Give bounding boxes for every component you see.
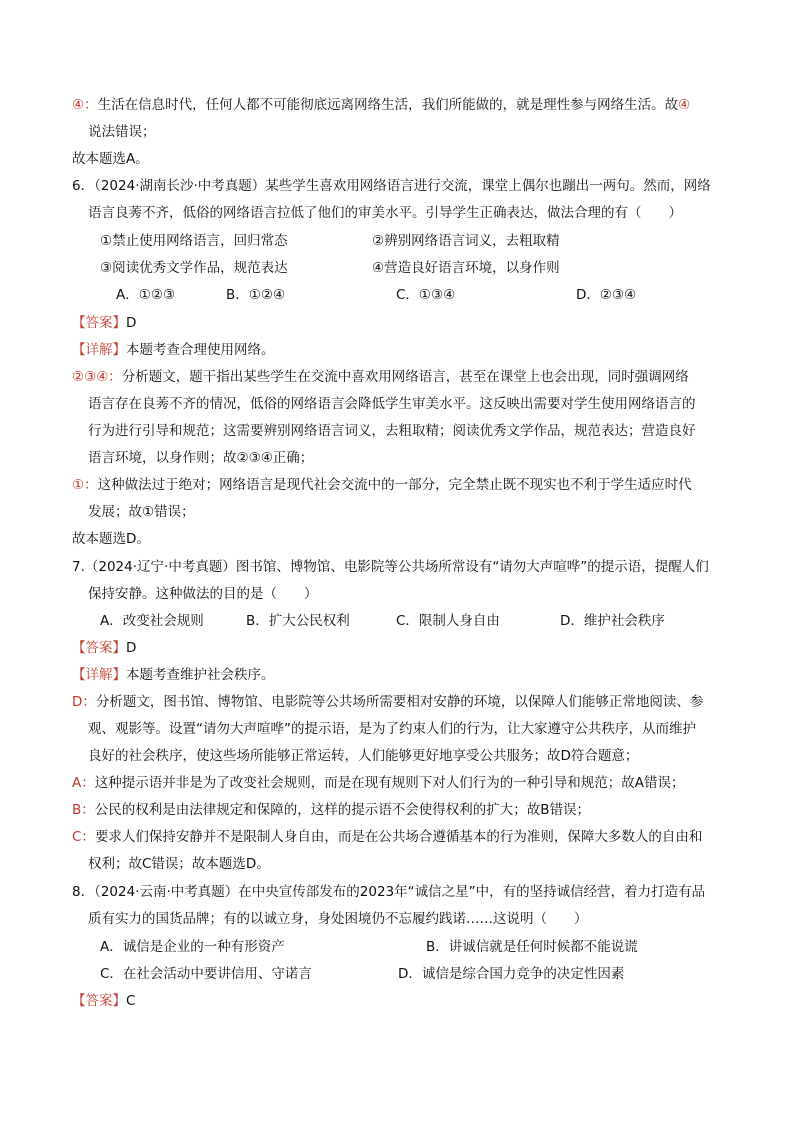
answer-value: D — [126, 640, 137, 656]
q6-item-4: ④营造良好语言环境，以身作则 — [372, 260, 560, 276]
explanation-text: 公民的权利是由法律规定和保障的，这样的提示语不会使得权利的扩大；故B错误； — [94, 802, 591, 818]
q6-item-1: ①禁止使用网络语言，回归常态 — [100, 233, 288, 249]
q6-option-b: B．①②④ — [226, 287, 286, 303]
q7-option-b: B．扩大公民权利 — [246, 613, 350, 629]
q7-detail — [72, 665, 275, 685]
option-marker: ④： — [72, 97, 98, 113]
answer-tag: 【答案】 — [72, 640, 126, 656]
question-7-stem: 7.（2024·辽宁·中考真题）图书馆、博物馆、电影院等公共场所常设有“请勿大声喧哗”的提示语，提醒人们 — [72, 559, 709, 575]
option-marker: A： — [72, 775, 95, 791]
answer-tag: 【答案】 — [72, 993, 126, 1009]
q7-answer — [72, 638, 136, 658]
q6-option-d: D．②③④ — [576, 287, 637, 303]
q8-answer — [72, 991, 135, 1011]
question-8-stem-cont: 质有实力的国货品牌；有的以诚立身，身处困境仍不忘履约践诺……这说明（ ） — [88, 911, 588, 927]
q6-detail — [72, 340, 275, 360]
option-marker: C： — [72, 829, 95, 845]
explanation-text: 良好的社会秩序，使这些场所能够正常运转，人们能够更好地享受公共服务；故D符合题意； — [88, 748, 639, 764]
q6-item-2: ②辨别网络语言词义，去粗取精 — [372, 233, 560, 249]
detail-tag: 【详解】 — [72, 342, 126, 358]
q7-explanation-a — [72, 773, 684, 793]
q6-option-a: A．①②③ — [116, 287, 176, 303]
q7-option-a: A．改变社会规则 — [100, 613, 204, 629]
explanation-text: 说法错误； — [88, 124, 156, 140]
q7-option-c: C．限制人身自由 — [396, 613, 500, 629]
q6-explanation — [72, 475, 692, 495]
explanation-text: 分析题文，图书馆、博物馆、电影院等公共场所需要相对安静的环境，以保障人们能够正常地阅读、参 — [95, 694, 704, 710]
question-6-stem-cont: 语言良莠不齐，低俗的网络语言拉低了他们的审美水平。引导学生正确表达，做法合理的有（ ） — [88, 205, 682, 221]
option-marker: B： — [72, 802, 95, 818]
explanation-text: 权利；故C错误；故本题选D。 — [88, 856, 270, 872]
q8-option-b: B．讲诚信就是任何时候都不能说谎 — [426, 939, 638, 955]
option-marker: D： — [72, 694, 96, 710]
q6-explanation — [72, 367, 689, 387]
conclusion-text: 故本题选A。 — [72, 151, 149, 167]
q7-explanation-d — [72, 692, 703, 712]
detail-text: 本题考查维护社会秩序。 — [126, 667, 275, 683]
explanation-text: 分析题文，题干指出某些学生在交流中喜欢用网络语言，甚至在课堂上也会出现，同时强调网络 — [121, 369, 689, 385]
q8-option-c: C．在社会活动中要讲信用、守诺言 — [100, 966, 312, 982]
question-6-stem: 6．（2024·湖南长沙·中考真题）某些学生喜欢用网络语言进行交流，课堂上偶尔也蹦出一两句。然而，网络 — [72, 178, 711, 194]
explanation-text: 这种做法过于绝对；网络语言是现代社会交流中的一部分，完全禁止既不现实也不利于学生适应时代 — [97, 477, 692, 493]
answer-value: D — [126, 315, 137, 331]
q7-option-d: D．维护社会秩序 — [560, 613, 665, 629]
q8-option-d: D．诚信是综合国力竞争的决定性因素 — [398, 966, 625, 982]
detail-tag: 【详解】 — [72, 667, 126, 683]
option-marker: ①： — [72, 477, 98, 493]
option-marker: ④ — [678, 97, 691, 113]
question-7-stem-cont: 保持安静。这种做法的目的是（ ） — [88, 586, 318, 602]
answer-tag: 【答案】 — [72, 315, 126, 331]
q7-explanation-b — [72, 800, 590, 820]
detail-text: 本题考查合理使用网络。 — [126, 342, 275, 358]
answer-value: C — [126, 993, 136, 1009]
explanation-text: 发展；故①错误； — [88, 504, 195, 520]
explanation-text: 行为进行引导和规范；这需要辨别网络语言词义，去粗取精；阅读优秀文学作品，规范表达；营造良好 — [88, 423, 696, 439]
q6-item-3: ③阅读优秀文学作品，规范表达 — [100, 260, 288, 276]
explanation-text: 要求人们保持安静并不是限制人身自由，而是在公共场合遵循基本的行为准则，保障大多数人的自由和 — [94, 829, 703, 845]
q6-answer — [72, 313, 136, 333]
explanation-line — [72, 95, 690, 115]
explanation-text: 生活在信息时代，任何人都不可能彻底远离网络生活，我们所能做的，就是理性参与网络生活。故 — [97, 97, 679, 113]
q8-option-a: A．诚信是企业的一种有形资产 — [100, 939, 285, 955]
option-marker: ②③④： — [72, 369, 122, 385]
explanation-text: 观、观影等。设置“请勿大声喧哗”的提示语，是为了约束人们的行为，让大家遵守公共秩序，从而维护 — [88, 721, 696, 737]
explanation-text: 这种提示语并非是为了改变社会规则，而是在现有规则下对人们行为的一种引导和规范；故A错误； — [94, 775, 685, 791]
q6-option-c: C．①③④ — [396, 287, 456, 303]
explanation-text: 语言环境，以身作则；故②③④正确； — [88, 450, 314, 466]
explanation-text: 语言存在良莠不齐的情况，低俗的网络语言会降低学生审美水平。这反映出需要对学生使用网络语言的 — [88, 396, 696, 412]
q7-explanation-c — [72, 827, 702, 847]
question-8-stem: 8．（2024·云南·中考真题）在中央宣传部发布的2023年“诚信之星”中，有的坚持诚信经营，着力打造有品 — [72, 884, 706, 900]
conclusion-text: 故本题选D。 — [72, 531, 150, 547]
